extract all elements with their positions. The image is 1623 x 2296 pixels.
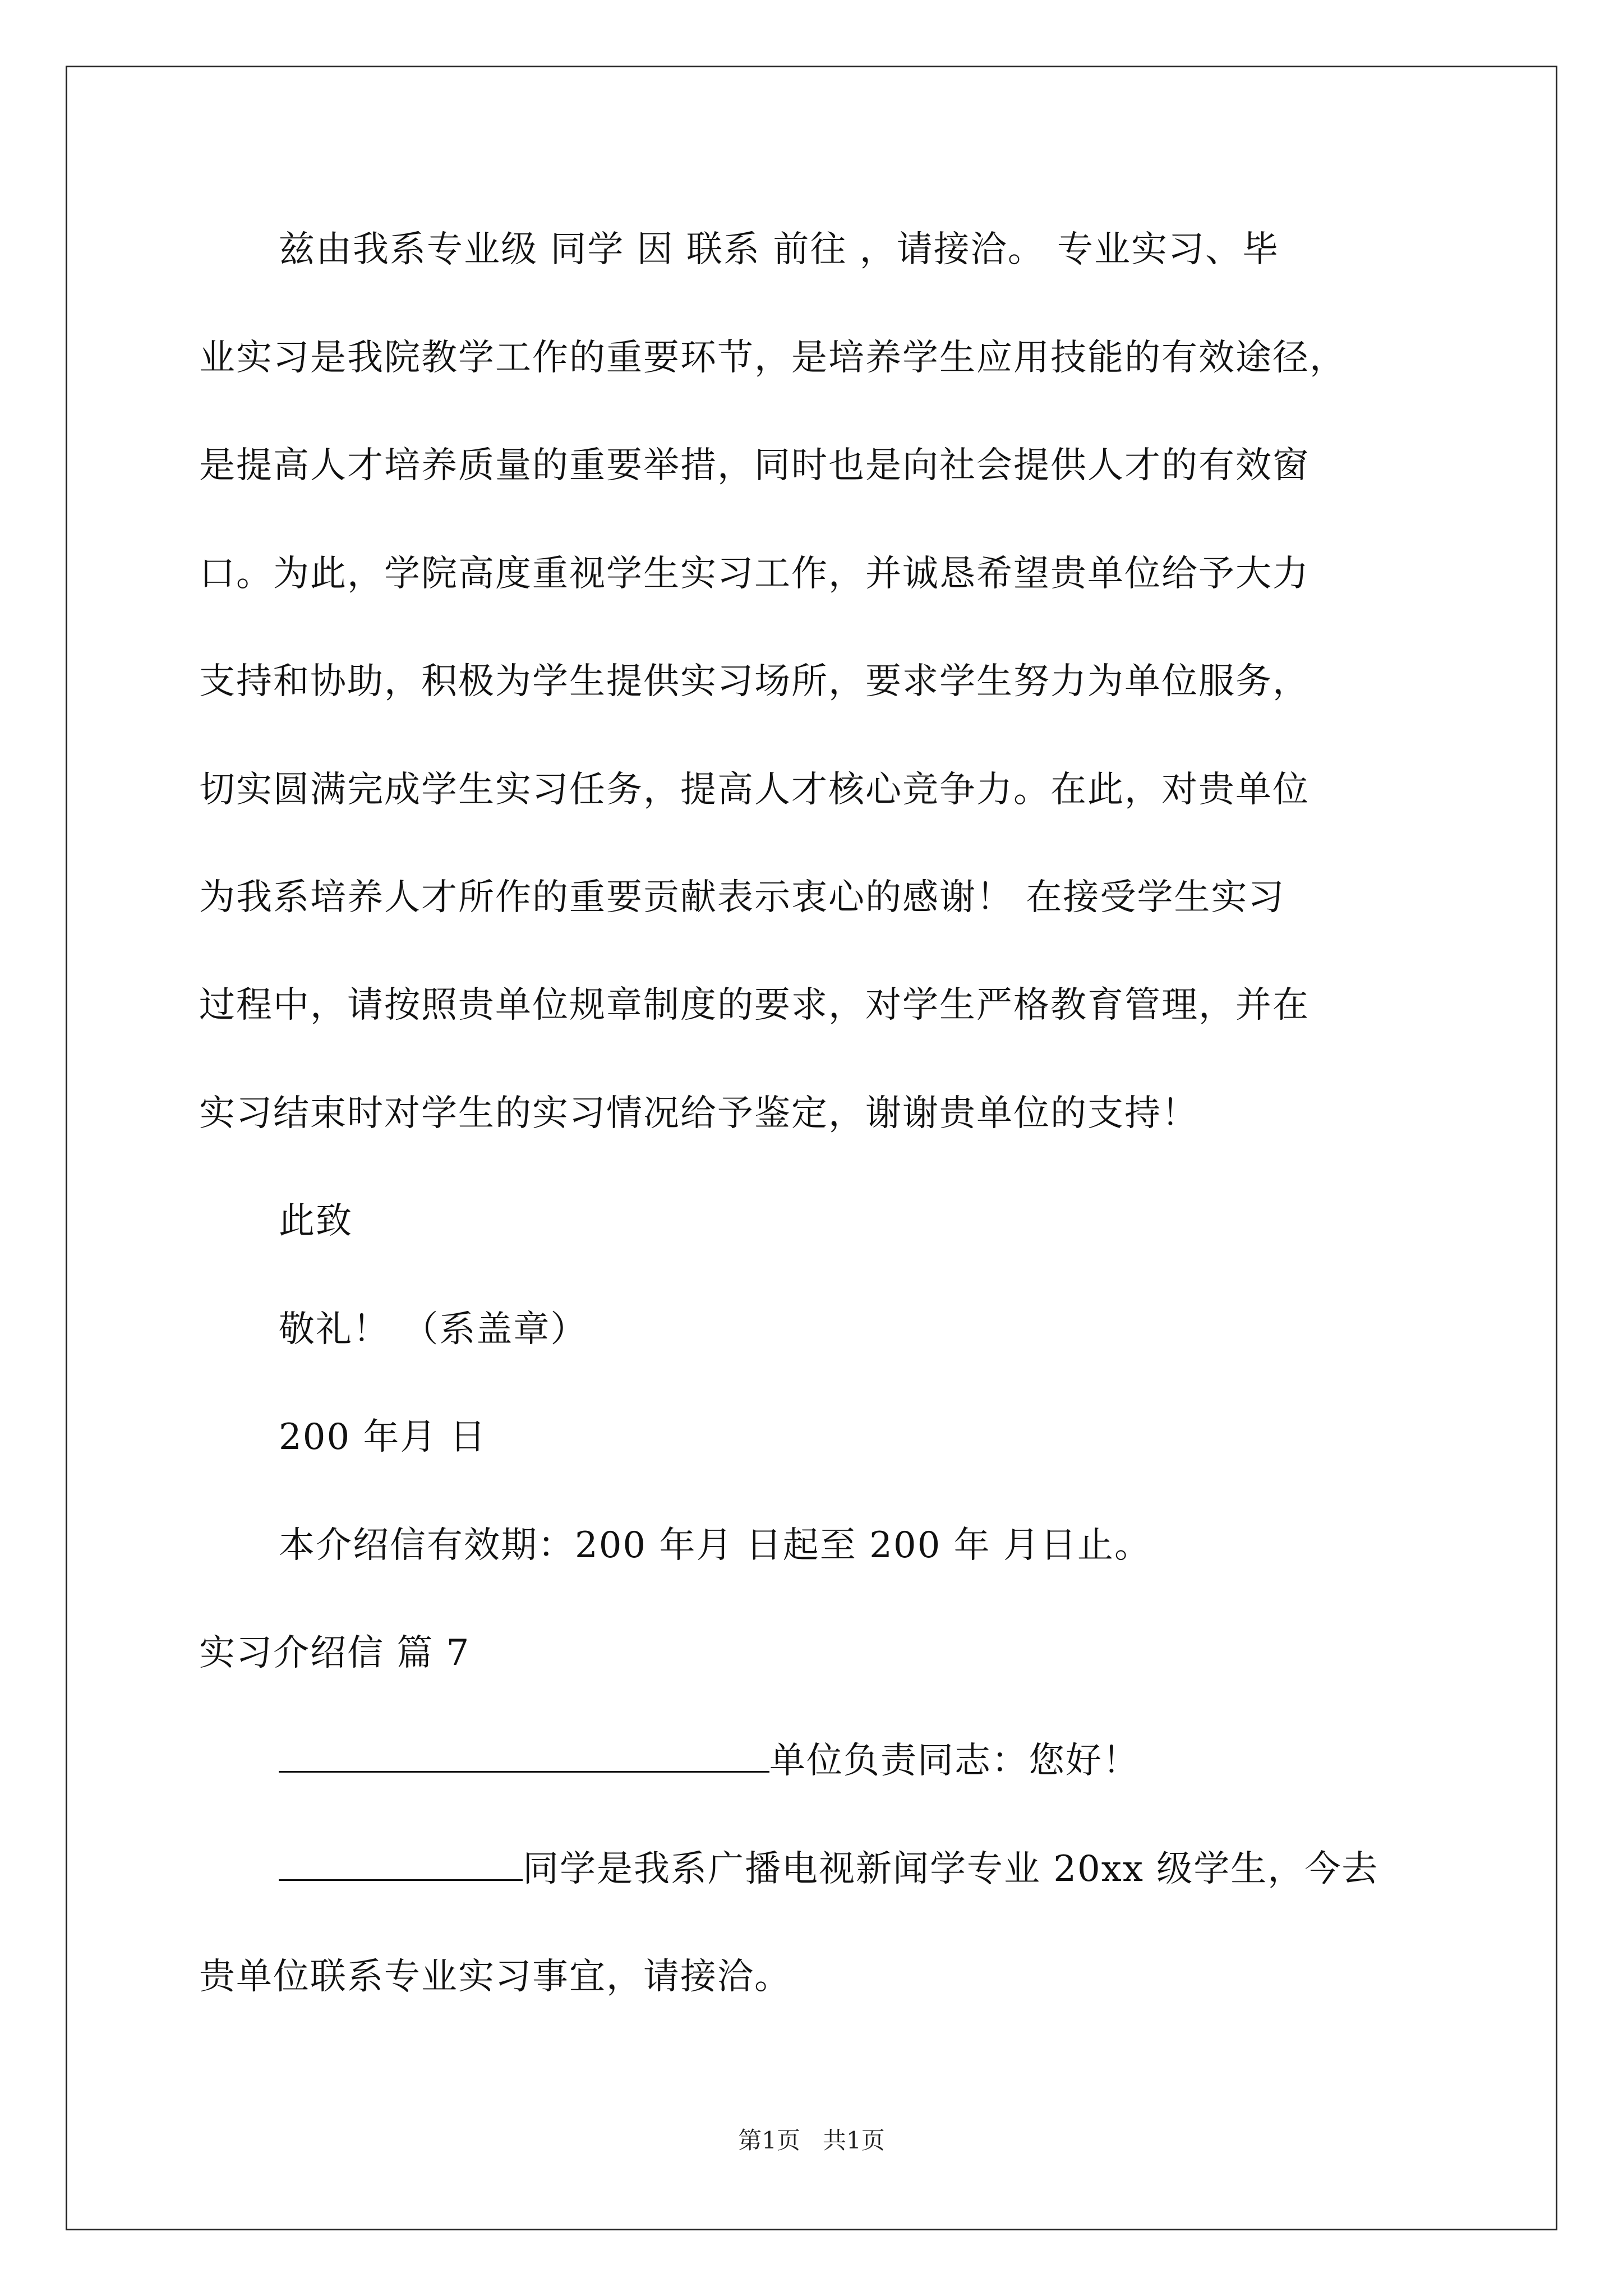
closing-salutation: 此致 xyxy=(279,1200,353,1242)
validity-line: 本介绍信有效期：200 年月 日起至 200 年 月日止。 xyxy=(279,1525,1152,1566)
closing-regards: 敬礼！ （系盖章） xyxy=(279,1309,588,1350)
section-heading: 实习介绍信 篇 7 xyxy=(199,1632,471,1674)
paragraph-line: 支持和协助，积极为学生提供实习场所，要求学生努力为单位服务， xyxy=(199,661,1310,702)
fill-in-blank xyxy=(279,1740,769,1773)
fill-in-blank xyxy=(279,1848,523,1881)
paragraph-line: 切实圆满完成学生实习任务，提高人才核心竞争力。在此，对贵单位 xyxy=(199,769,1310,811)
paragraph-line: 贵单位联系专业实习事宜，请接洽。 xyxy=(199,1956,791,1998)
paragraph-line: 为我系培养人才所作的重要贡献表示衷心的感谢！ 在接受学生实习 xyxy=(199,877,1285,918)
page-footer xyxy=(0,2125,1623,2156)
paragraph-line: 过程中，请按照贵单位规章制度的要求，对学生严格教育管理，并在 xyxy=(199,984,1310,1026)
greeting-text: 单位负责同志：您好！ xyxy=(769,1740,1140,1782)
date-line: 200 年月 日 xyxy=(279,1416,487,1458)
page-border xyxy=(66,66,1557,2230)
paragraph-line: 业实习是我院教学工作的重要环节，是培养学生应用技能的有效途径， xyxy=(199,337,1347,379)
student-intro-text: 同学是我系广播电视新闻学专业 20xx 级学生，今去 xyxy=(523,1848,1379,1890)
paragraph-line: 兹由我系专业级 同学 因 联系 前往 ，请接洽。 专业实习、毕 xyxy=(279,229,1280,270)
paragraph-line: 口。为此，学院高度重视学生实习工作，并诚恳希望贵单位给予大力 xyxy=(199,553,1310,595)
paragraph-line: 是提高人才培养质量的重要举措，同时也是向社会提供人才的有效窗 xyxy=(199,445,1310,486)
page-number: 第1页 xyxy=(738,2127,800,2154)
paragraph-line: 实习结束时对学生的实习情况给予鉴定，谢谢贵单位的支持！ xyxy=(199,1093,1198,1134)
greeting-line xyxy=(279,1738,1140,1783)
paragraph-line xyxy=(279,1847,1378,1892)
page-total: 共1页 xyxy=(823,2127,885,2154)
